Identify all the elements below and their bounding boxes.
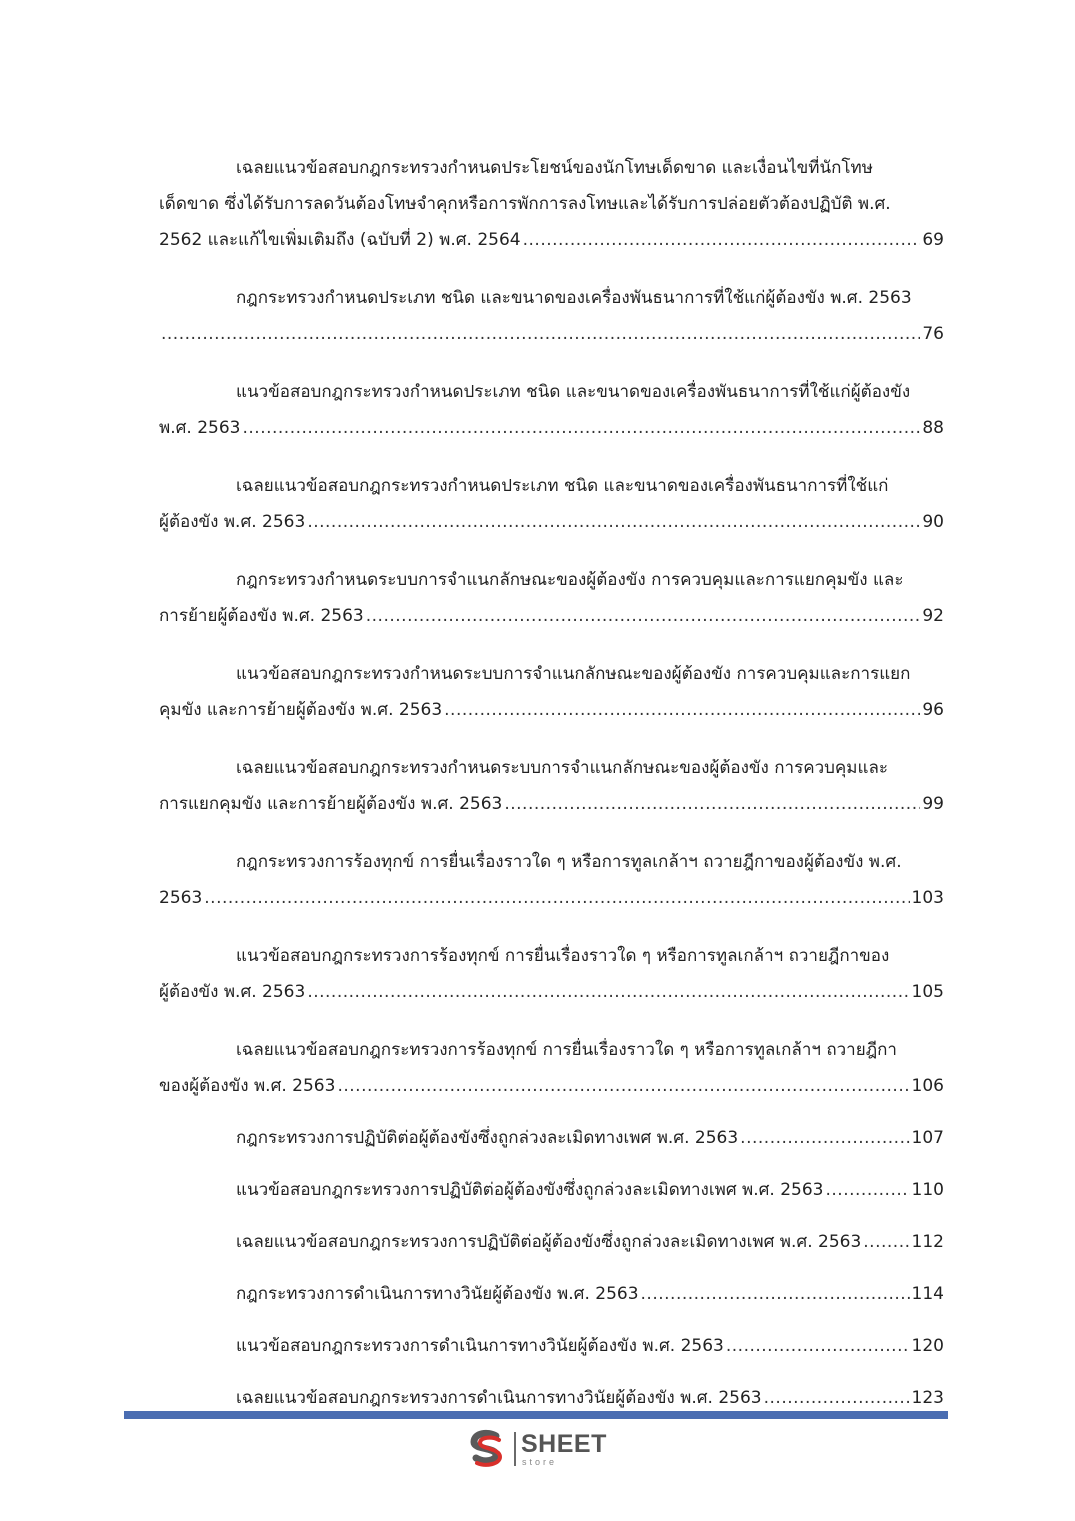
- toc-entry-line: [159, 1178, 944, 1202]
- toc-page-number: 110: [911, 1180, 944, 1200]
- toc-entry-line: เฉลยแนวข้อสอบกฎกระทรวงการร้องทุกข์ การยื่นเรื่องราวใด ๆ หรือการทูลเกล้าฯ ถวายฎีกา: [236, 1040, 897, 1060]
- toc-entry-line: [159, 604, 944, 628]
- toc-dot-leader: [307, 980, 909, 1004]
- toc-entry-line: แนวข้อสอบกฎกระทรวงการร้องทุกข์ การยื่นเรื่องราวใด ๆ หรือการทูลเกล้าฯ ถวายฎีกาของ: [236, 946, 890, 966]
- toc-entry[interactable]: [159, 380, 944, 440]
- toc-entry[interactable]: [159, 474, 944, 534]
- toc-entry-line: กฎกระทรวงการร้องทุกข์ การยื่นเรื่องราวใด ๆ หรือการทูลเกล้าฯ ถวายฎีกาของผู้ต้องขัง พ.ศ.: [236, 852, 902, 872]
- toc-dot-leader: [641, 1282, 910, 1306]
- toc-entry-text: ผู้ต้องขัง พ.ศ. 2563: [159, 982, 306, 1002]
- toc-entry[interactable]: [159, 156, 944, 252]
- toc-dot-leader: [504, 792, 920, 816]
- toc-entry-line: [159, 1126, 944, 1150]
- toc-entry-text: 2563: [159, 888, 203, 908]
- logo-wordmark: SHEET: [521, 1430, 607, 1458]
- toc-page-number: 112: [911, 1232, 944, 1252]
- footer-divider: [124, 1411, 948, 1419]
- toc-entry-text: แนวข้อสอบกฎกระทรวงการดำเนินการทางวินัยผู้ต้องขัง พ.ศ. 2563: [236, 1336, 724, 1356]
- toc-dot-leader: [204, 886, 909, 910]
- toc-entry-line: แนวข้อสอบกฎกระทรวงกำหนดระบบการจำแนกลักษณะของผู้ต้องขัง การควบคุมและการแยก: [236, 664, 911, 684]
- toc-entry-line: เด็ดขาด ซึ่งได้รับการลดวันต้องโทษจำคุกหรือการพักการลงโทษและได้รับการปล่อยตัวต้องปฏิบัติ พ.ศ.: [159, 194, 891, 214]
- toc-entry-line: [159, 1386, 944, 1410]
- toc-entry-line: กฎกระทรวงกำหนดระบบการจำแนกลักษณะของผู้ต้องขัง การควบคุมและการแยกคุมขัง และ: [236, 570, 904, 590]
- toc-page-number: 103: [911, 888, 944, 908]
- toc-page-number: 76: [922, 324, 944, 344]
- toc-page-number: 123: [911, 1388, 944, 1408]
- toc-entry[interactable]: [159, 1126, 944, 1150]
- toc-page-number: 69: [922, 230, 944, 250]
- toc-entry-line: [159, 1334, 944, 1358]
- toc-entry[interactable]: [159, 568, 944, 628]
- toc-entry-text: ของผู้ต้องขัง พ.ศ. 2563: [159, 1076, 336, 1096]
- toc-entry-text: ผู้ต้องขัง พ.ศ. 2563: [159, 512, 306, 532]
- toc-entry[interactable]: [159, 1282, 944, 1306]
- toc-entry-text: แนวข้อสอบกฎกระทรวงการปฏิบัติต่อผู้ต้องขังซึ่งถูกล่วงละเมิดทางเพศ พ.ศ. 2563: [236, 1180, 824, 1200]
- toc-entry-line: [159, 228, 944, 252]
- logo-separator: [514, 1432, 516, 1466]
- sheet-store-logo-icon: [466, 1428, 508, 1470]
- toc-page-number: 99: [922, 794, 944, 814]
- toc-entry-text: การย้ายผู้ต้องขัง พ.ศ. 2563: [159, 606, 364, 626]
- toc-page-number: 88: [922, 418, 944, 438]
- toc-entry-line: [159, 510, 944, 534]
- toc-entry-line: [159, 1230, 944, 1254]
- toc-entry[interactable]: [159, 1038, 944, 1098]
- toc-page-number: 90: [922, 512, 944, 532]
- toc-dot-leader: [366, 604, 921, 628]
- toc-entry-line: เฉลยแนวข้อสอบกฎกระทรวงกำหนดระบบการจำแนกลักษณะของผู้ต้องขัง การควบคุมและ: [236, 758, 888, 778]
- toc-entry[interactable]: [159, 1334, 944, 1358]
- toc-entry-text: กฎกระทรวงการดำเนินการทางวินัยผู้ต้องขัง พ.ศ. 2563: [236, 1284, 639, 1304]
- toc-page-number: 106: [911, 1076, 944, 1096]
- toc-entry-line: [159, 322, 944, 346]
- toc-entry-line: [159, 886, 944, 910]
- toc-entry-line: [159, 1074, 944, 1098]
- toc-dot-leader: [444, 698, 920, 722]
- sheet-store-logo: [466, 1428, 616, 1470]
- toc-dot-leader: [826, 1178, 910, 1202]
- toc-dot-leader: [307, 510, 920, 534]
- toc-entry[interactable]: [159, 1230, 944, 1254]
- toc-dot-leader: [726, 1334, 910, 1358]
- toc-entry-line: เฉลยแนวข้อสอบกฎกระทรวงกำหนดประเภท ชนิด และขนาดของเครื่องพันธนาการที่ใช้แก่: [236, 476, 889, 496]
- toc-entry-line: แนวข้อสอบกฎกระทรวงกำหนดประเภท ชนิด และขนาดของเครื่องพันธนาการที่ใช้แก่ผู้ต้องขัง: [236, 382, 911, 402]
- toc-dot-leader: [242, 416, 920, 440]
- toc-page-number: 107: [911, 1128, 944, 1148]
- toc-entry-text: เฉลยแนวข้อสอบกฎกระทรวงการปฏิบัติต่อผู้ต้องขังซึ่งถูกล่วงละเมิดทางเพศ พ.ศ. 2563: [236, 1232, 862, 1252]
- toc-page-number: 96: [922, 700, 944, 720]
- toc-entry[interactable]: [159, 662, 944, 722]
- toc-entry-text: เฉลยแนวข้อสอบกฎกระทรวงการดำเนินการทางวินัยผู้ต้องขัง พ.ศ. 2563: [236, 1388, 762, 1408]
- toc-dot-leader: [740, 1126, 909, 1150]
- table-of-contents: [159, 128, 944, 1410]
- toc-entry-text: 2562 และแก้ไขเพิ่มเติมถึง (ฉบับที่ 2) พ.ศ. 2564: [159, 230, 521, 250]
- toc-page-number: 114: [911, 1284, 944, 1304]
- toc-dot-leader: [863, 1230, 909, 1254]
- toc-entry-text: พ.ศ. 2563: [159, 418, 241, 438]
- toc-entry-text: การแยกคุมขัง และการย้ายผู้ต้องขัง พ.ศ. 2563: [159, 794, 503, 814]
- logo-subtext: store: [522, 1457, 558, 1467]
- toc-page-number: 92: [922, 606, 944, 626]
- toc-entry-text: คุมขัง และการย้ายผู้ต้องขัง พ.ศ. 2563: [159, 700, 443, 720]
- toc-dot-leader: [337, 1074, 909, 1098]
- toc-entry[interactable]: [159, 1178, 944, 1202]
- toc-entry-text: กฎกระทรวงการปฏิบัติต่อผู้ต้องขังซึ่งถูกล่วงละเมิดทางเพศ พ.ศ. 2563: [236, 1128, 739, 1148]
- toc-entry[interactable]: [159, 286, 944, 346]
- toc-entry[interactable]: [159, 850, 944, 910]
- toc-dot-leader: [161, 322, 920, 346]
- toc-entry-line: [159, 1282, 944, 1306]
- toc-entry-line: [159, 792, 944, 816]
- toc-entry-line: [159, 980, 944, 1004]
- toc-entry[interactable]: [159, 944, 944, 1004]
- toc-page-number: 120: [911, 1336, 944, 1356]
- toc-entry-line: เฉลยแนวข้อสอบกฎกระทรวงกำหนดประโยชน์ของนักโทษเด็ดขาด และเงื่อนไขที่นักโทษ: [236, 158, 873, 178]
- toc-entry-line: กฎกระทรวงกำหนดประเภท ชนิด และขนาดของเครื่องพันธนาการที่ใช้แก่ผู้ต้องขัง พ.ศ. 2563: [236, 288, 912, 308]
- toc-entry[interactable]: [159, 1386, 944, 1410]
- toc-entry[interactable]: [159, 756, 944, 816]
- toc-page-number: 105: [911, 982, 944, 1002]
- toc-entry-line: [159, 416, 944, 440]
- toc-dot-leader: [523, 228, 921, 252]
- toc-dot-leader: [764, 1386, 910, 1410]
- toc-entry-line: [159, 698, 944, 722]
